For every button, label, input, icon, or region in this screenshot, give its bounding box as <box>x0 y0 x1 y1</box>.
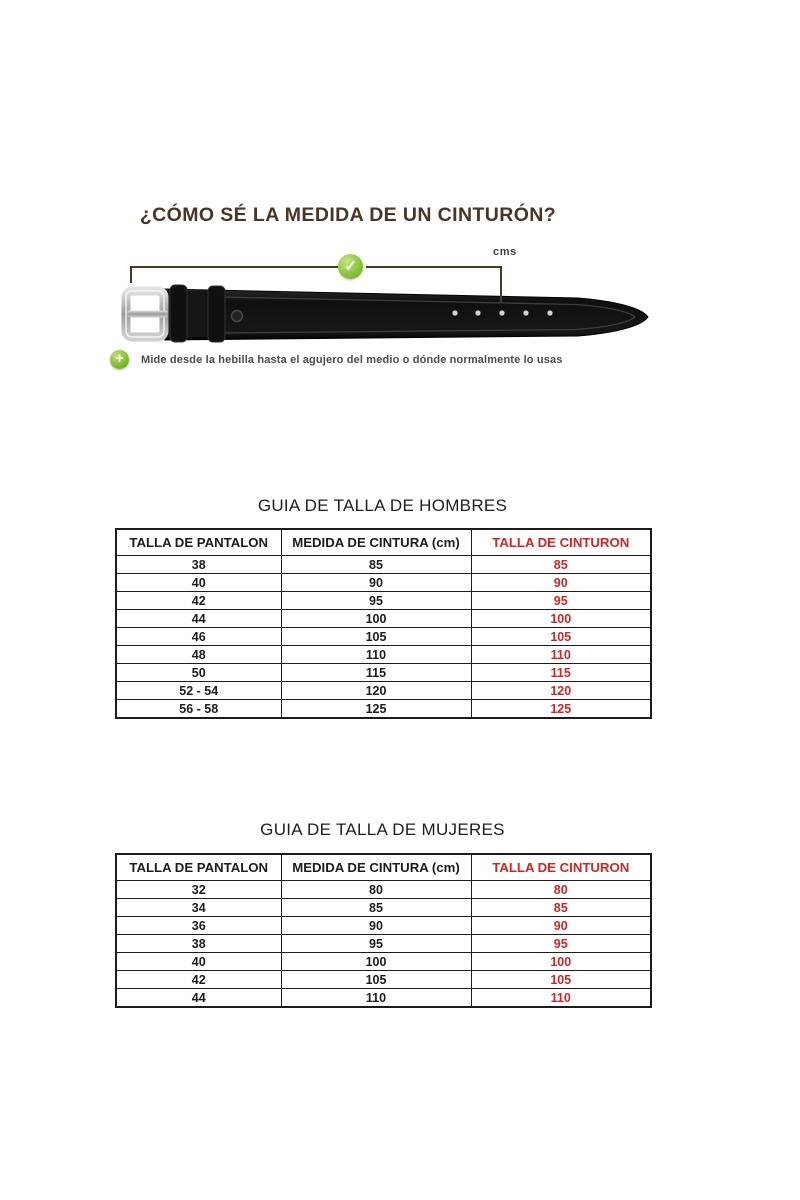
women-header-pant-size: TALLA DE PANTALON <box>116 854 281 881</box>
waist-cell: 125 <box>281 700 471 719</box>
belt-size-cell: 105 <box>471 971 651 989</box>
pant-size-cell: 56 - 58 <box>116 700 281 719</box>
waist-cell: 120 <box>281 682 471 700</box>
belt-size-cell: 90 <box>471 574 651 592</box>
pant-size-cell: 44 <box>116 610 281 628</box>
waist-cell: 90 <box>281 917 471 935</box>
waist-cell: 100 <box>281 610 471 628</box>
table-row <box>116 610 651 628</box>
waist-cell: 95 <box>281 935 471 953</box>
belt-size-cell: 120 <box>471 682 651 700</box>
measurement-line-right <box>366 266 502 268</box>
belt-size-cell: 90 <box>471 917 651 935</box>
table-row <box>116 917 651 935</box>
men-table-title: GUIA DE TALLA DE HOMBRES <box>257 496 508 515</box>
women-size-table <box>115 853 652 1008</box>
pant-size-cell: 36 <box>116 917 281 935</box>
belt-size-cell: 95 <box>471 935 651 953</box>
table-row <box>116 700 651 719</box>
pant-size-cell: 48 <box>116 646 281 664</box>
men-header-row <box>116 529 651 556</box>
pant-size-cell: 38 <box>116 935 281 953</box>
belt-size-cell: 95 <box>471 592 651 610</box>
table-row <box>116 971 651 989</box>
belt-size-cell: 100 <box>471 953 651 971</box>
pant-size-cell: 42 <box>116 971 281 989</box>
belt-size-cell: 110 <box>471 646 651 664</box>
table-row <box>116 899 651 917</box>
men-header-pant-size: TALLA DE PANTALON <box>116 529 281 556</box>
table-row <box>116 953 651 971</box>
men-size-table <box>115 528 652 719</box>
waist-cell: 80 <box>281 881 471 899</box>
waist-cell: 85 <box>281 556 471 574</box>
measurement-start-tick <box>130 266 132 283</box>
waist-cell: 110 <box>281 989 471 1008</box>
women-header-row <box>116 854 651 881</box>
belt-size-cell: 80 <box>471 881 651 899</box>
waist-cell: 105 <box>281 628 471 646</box>
men-header-belt-size: TALLA DE CINTURON <box>471 529 651 556</box>
belt-size-cell: 85 <box>471 556 651 574</box>
waist-cell: 100 <box>281 953 471 971</box>
women-header-waist: MEDIDA DE CINTURA (cm) <box>281 854 471 881</box>
table-row <box>116 646 651 664</box>
belt-size-cell: 100 <box>471 610 651 628</box>
belt-size-cell: 110 <box>471 989 651 1008</box>
note-text: Mide desde la hebilla hasta el agujero del medio o dónde normalmente lo usas <box>141 353 563 366</box>
measurement-end-tick <box>500 266 502 303</box>
waist-cell: 105 <box>281 971 471 989</box>
belt-size-cell: 85 <box>471 899 651 917</box>
table-row <box>116 556 651 574</box>
pant-size-cell: 52 - 54 <box>116 682 281 700</box>
belt-keeper-loop <box>170 285 187 342</box>
page-title: ¿CÓMO SÉ LA MEDIDA DE UN CINTURÓN? <box>139 204 557 226</box>
pant-size-cell: 38 <box>116 556 281 574</box>
cms-unit-label: cms <box>493 246 517 258</box>
pant-size-cell: 40 <box>116 953 281 971</box>
pant-size-cell: 46 <box>116 628 281 646</box>
waist-cell: 95 <box>281 592 471 610</box>
belt-size-cell: 115 <box>471 664 651 682</box>
waist-cell: 85 <box>281 899 471 917</box>
pant-size-cell: 40 <box>116 574 281 592</box>
measurement-line-left <box>130 266 338 268</box>
waist-cell: 110 <box>281 646 471 664</box>
table-row <box>116 592 651 610</box>
table-row <box>116 664 651 682</box>
waist-cell: 115 <box>281 664 471 682</box>
table-row <box>116 989 651 1008</box>
belt-size-cell: 105 <box>471 628 651 646</box>
pant-size-cell: 34 <box>116 899 281 917</box>
women-table-title: GUIA DE TALLA DE MUJERES <box>260 820 505 839</box>
women-header-belt-size: TALLA DE CINTURON <box>471 854 651 881</box>
belt-buckle-prong <box>127 311 168 318</box>
men-header-waist: MEDIDA DE CINTURA (cm) <box>281 529 471 556</box>
waist-cell: 90 <box>281 574 471 592</box>
pant-size-cell: 32 <box>116 881 281 899</box>
belt-illustration <box>110 245 670 355</box>
plus-icon: + <box>110 350 129 369</box>
belt-size-cell: 125 <box>471 700 651 719</box>
table-row <box>116 682 651 700</box>
pant-size-cell: 44 <box>116 989 281 1008</box>
pant-size-cell: 42 <box>116 592 281 610</box>
table-row <box>116 881 651 899</box>
belt-rivet <box>232 311 243 322</box>
table-row <box>116 574 651 592</box>
measure-instruction-note <box>110 350 710 369</box>
belt-measurement-figure <box>110 245 670 355</box>
pant-size-cell: 50 <box>116 664 281 682</box>
check-icon: ✓ <box>338 254 363 279</box>
table-row <box>116 628 651 646</box>
belt-keeper-loop <box>208 286 225 342</box>
table-row <box>116 935 651 953</box>
